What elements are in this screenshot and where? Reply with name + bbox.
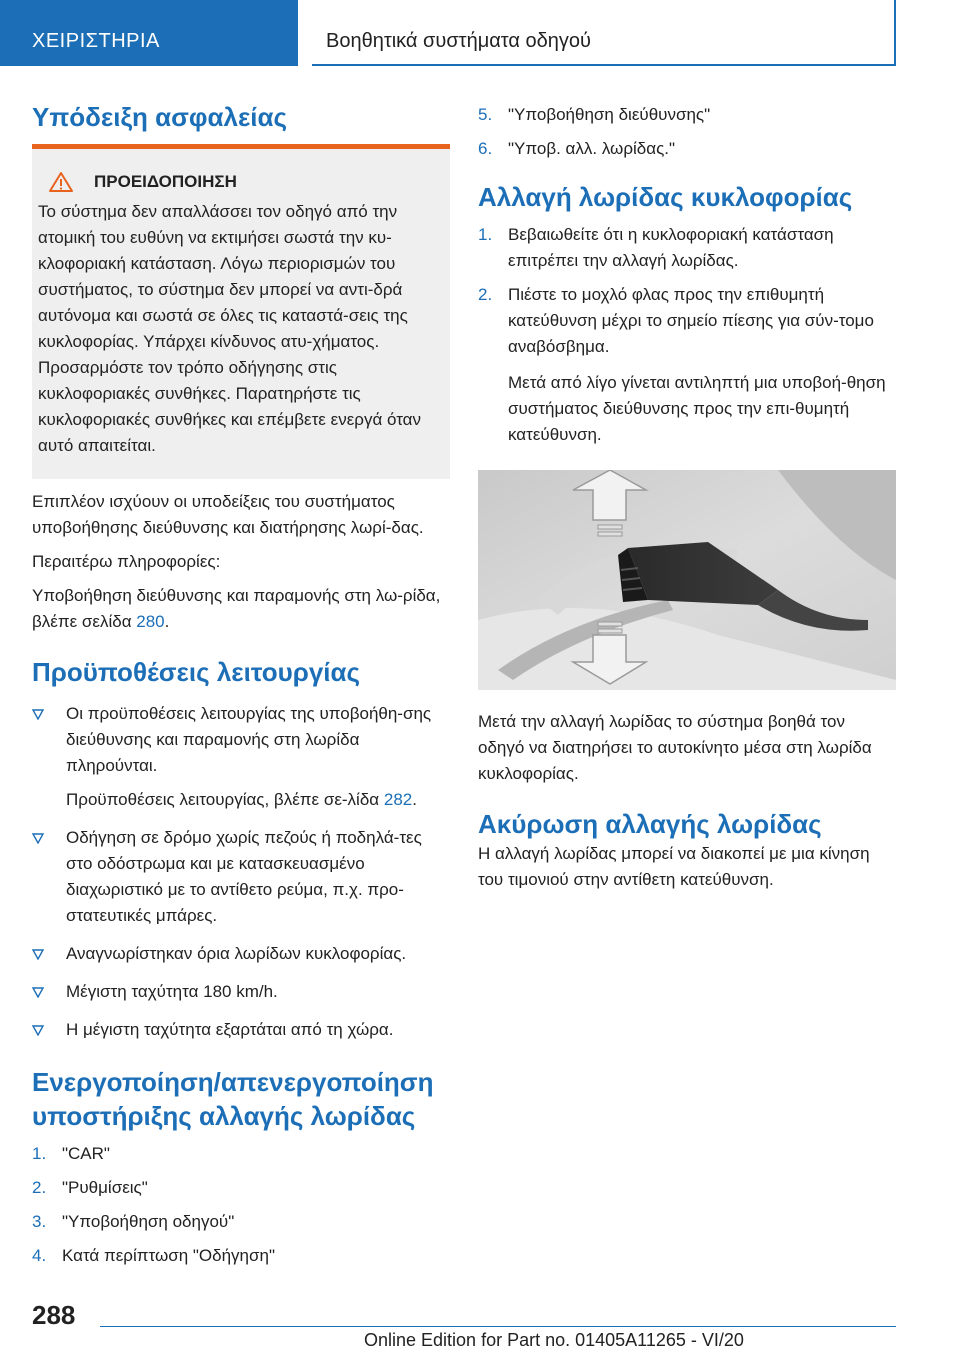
- bullet-triangle-icon: [32, 709, 44, 720]
- heading-conditions: Προϋποθέσεις λειτουργίας: [32, 657, 361, 687]
- heading-activation: Ενεργοποίηση/απενεργοποίηση υποστήριξης αλλαγής λωρίδας: [32, 1067, 434, 1131]
- heading-safety: Υπόδειξη ασφαλείας: [32, 102, 288, 132]
- page-link-280[interactable]: 280: [136, 612, 165, 631]
- warning-box: [32, 149, 450, 479]
- list-item: [478, 222, 896, 274]
- list-item: [32, 1017, 450, 1043]
- bullet-triangle-icon: [32, 987, 44, 998]
- list-item: [32, 1141, 450, 1167]
- activation-steps-continued: [478, 102, 896, 162]
- page-header: [0, 0, 960, 66]
- chapter-title-box: [312, 0, 896, 66]
- para-more-info: Περαιτέρω πληροφορίες:: [32, 552, 221, 571]
- para-reference: [32, 583, 450, 635]
- section-tab: [0, 0, 298, 66]
- step-number: 5.: [478, 105, 493, 124]
- list-item: [32, 941, 450, 967]
- step-text: "Υποβοήθηση οδηγού": [62, 1212, 235, 1231]
- step-number: 2.: [478, 285, 493, 304]
- step-text: Κατά περίπτωση "Οδήγηση": [62, 1246, 275, 1265]
- lane-change-steps: [478, 222, 896, 448]
- condition-text: Οδήγηση σε δρόμο χωρίς πεζούς ή ποδηλά-τες στο οδόστρωμα και με κατασκευασμένο διαχωριστικό με το αντίθετο ρεύμα, π.χ. προ-στατευτικές μπάρες.: [66, 828, 422, 925]
- list-item: [478, 282, 896, 448]
- list-item: [32, 1209, 450, 1235]
- list-item: [32, 979, 450, 1005]
- condition-sub-text: Προϋποθέσεις λειτουργίας, βλέπε σε-λίδα: [66, 790, 384, 809]
- step-text: "Υποβοήθηση διεύθυνσης": [508, 105, 711, 124]
- list-item: [32, 825, 450, 929]
- step-number: 1.: [32, 1144, 47, 1163]
- list-item: [478, 136, 896, 162]
- para-reference-end: .: [164, 612, 170, 631]
- step-sub-text: Μετά από λίγο γίνεται αντιληπτή μια υποβοή-θηση συστήματος διεύθυνσης προς την επι-θυμητή κατεύθυνση.: [508, 373, 886, 444]
- bullet-triangle-icon: [32, 949, 44, 960]
- condition-sub: [66, 787, 450, 813]
- warning-text: Το σύστημα δεν απαλλάσσει τον οδηγό από την ατομική του ευθύνη να εκτιμήσει σωστά την κυ-κλοφοριακή κατάσταση. Λόγω περιορισμών του συστήματος, το σύστημα δεν μπορεί να αντι-δρά αυτόνομα και σωστά σε όλες τις καταστά-σεις της κυκλοφορίας. Υπάρχει κίνδυνος ατυ-χήματος. Προσαρμόστε τον τρόπο οδήγησης στις κυκλοφοριακές συνθήκες. Παρατηρήστε τις κυκλοφοριακές συνθήκες και επέμβετε ενεργά όταν αυτό απαιτείται.: [38, 202, 422, 455]
- para-additional: Επιπλέον ισχύουν οι υποδείξεις του συστήματος υποβοήθησης διεύθυνσης και διατήρησης λωρί-δας.: [32, 492, 424, 537]
- step-text: "Υποβ. αλλ. λωρίδας.": [508, 139, 676, 158]
- step-text: Πιέστε το μοχλό φλας προς την επιθυμητή κατεύθυνση μέχρι το σημείο πίεσης για σύν-τομο αναβόσβημα.: [508, 285, 874, 356]
- step-number: 4.: [32, 1246, 47, 1265]
- condition-text: Αναγνωρίστηκαν όρια λωρίδων κυκλοφορίας.: [66, 944, 407, 963]
- step-text: Βεβαιωθείτε ότι η κυκλοφοριακή κατάσταση επιτρέπει την αλλαγή λωρίδας.: [508, 225, 834, 270]
- condition-text: Η μέγιστη ταχύτητα εξαρτάται από τη χώρα.: [66, 1020, 394, 1039]
- list-item: [478, 102, 896, 128]
- section-tab-label: ΧΕΙΡΙΣΤΗΡΙΑ: [32, 30, 160, 52]
- list-item: [32, 1243, 450, 1269]
- condition-sub-end: .: [412, 790, 417, 809]
- edition-note: Online Edition for Part no. 01405A11265 - VI/20: [364, 1330, 744, 1350]
- step-text: "CAR": [62, 1144, 110, 1163]
- page-link-282[interactable]: 282: [383, 790, 413, 809]
- para-after-lane-change: Μετά την αλλαγή λωρίδας το σύστημα βοηθά τον οδηγό να διατηρήσει το αυτοκίνητο μέσα στη λωρίδα κυκλοφορίας.: [478, 712, 872, 783]
- right-column: [478, 100, 896, 893]
- step-text: "Ρυθμίσεις": [62, 1178, 148, 1197]
- para-reference-text: Υποβοήθηση διεύθυνσης και παραμονής στη λω-ρίδα, βλέπε σελίδα: [32, 586, 441, 631]
- footer-divider: [100, 1326, 896, 1327]
- step-number: 2.: [32, 1178, 47, 1197]
- bullet-triangle-icon: [32, 1025, 44, 1036]
- warning-triangle-icon: [48, 171, 74, 193]
- condition-text: Οι προϋποθέσεις λειτουργίας της υποβοήθη-σης διεύθυνσης και παραμονής στη λωρίδα πληρούνται.: [66, 704, 432, 775]
- warning-title: [48, 171, 444, 193]
- step-number: 6.: [478, 139, 493, 158]
- condition-text: Μέγιστη ταχύτητα 180 km/h.: [66, 982, 278, 1001]
- list-item: [32, 701, 450, 813]
- bullet-triangle-icon: [32, 833, 44, 844]
- chapter-title: Βοηθητικά συστήματα οδηγού: [326, 30, 591, 52]
- heading-lane-change: Αλλαγή λωρίδας κυκλοφορίας: [478, 182, 853, 212]
- step-number: 3.: [32, 1212, 47, 1231]
- page-number: 288: [32, 1300, 76, 1330]
- left-column: [32, 100, 450, 1269]
- para-cancel: Η αλλαγή λωρίδας μπορεί να διακοπεί με μια κίνηση του τιμονιού στην αντίθετη κατεύθυνση.: [478, 844, 870, 889]
- warning-title-text: ΠΡΟΕΙΔΟΠΟΙΗΣΗ: [94, 172, 237, 191]
- heading-cancel: Ακύρωση αλλαγής λωρίδας: [478, 809, 822, 839]
- activation-steps: [32, 1141, 450, 1269]
- turn-signal-lever-illustration: [478, 470, 896, 690]
- list-item: [32, 1175, 450, 1201]
- step-number: 1.: [478, 225, 493, 244]
- conditions-list: [32, 701, 450, 1043]
